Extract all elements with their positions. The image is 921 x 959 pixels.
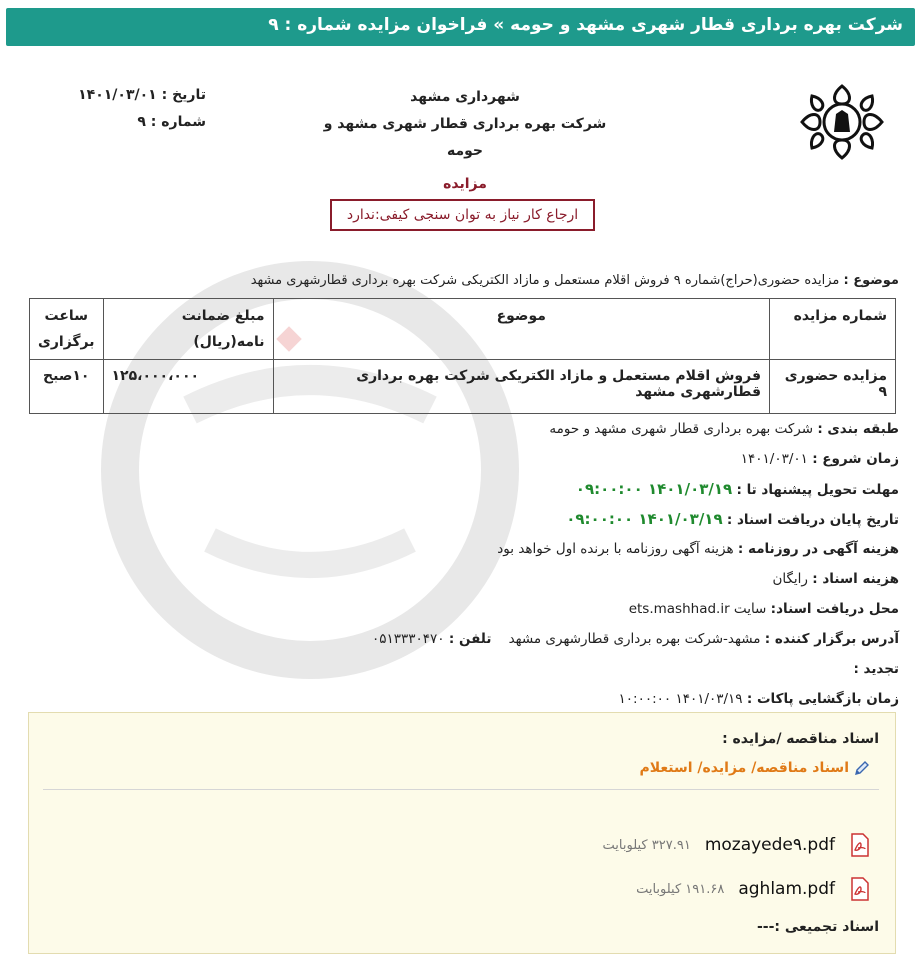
- doc-cost-label: هزینه اسناد :: [812, 571, 899, 587]
- divider: [43, 789, 879, 790]
- category-value: شرکت بهره برداری قطار شهری مشهد و حومه: [549, 421, 814, 437]
- auction-table: [29, 298, 896, 414]
- org-name-line2: شرکت بهره برداری قطار شهری مشهد و حومه: [323, 116, 607, 159]
- subject-value: مزایده حضوری(حراج)شماره ۹ فروش اقلام مستعمل و مازاد الکتریکی شرکت بهره برداری قطارشهری مشهد: [250, 273, 840, 288]
- table-header-row: [30, 299, 896, 360]
- pdf-file-icon: [849, 877, 871, 901]
- field-category: [79, 418, 899, 448]
- field-receive: [79, 598, 899, 628]
- field-renewal: [79, 658, 899, 688]
- field-address: [79, 628, 899, 658]
- page-title: شرکت بهره برداری قطار شهری مشهد و حومه » فراخوان مزایده شماره : ۹: [268, 15, 903, 35]
- documents-link-label[interactable]: اسناد مناقصه/ مزایده/ استعلام: [639, 760, 849, 776]
- field-docs-end: [79, 508, 899, 538]
- header-subject: موضوع: [273, 299, 769, 360]
- subject-line: [199, 273, 899, 288]
- cell-amount: ۱۲۵،۰۰۰،۰۰۰: [103, 360, 273, 414]
- qualification-box: ارجاع کار نیاز به توان سنجی کیفی:ندارد: [330, 199, 595, 231]
- start-label: زمان شروع :: [812, 451, 899, 467]
- receive-value: سایت ets.mashhad.ir: [628, 601, 767, 617]
- documents-panel: [28, 712, 896, 954]
- aggregate-documents: اسناد تجمیعی :---: [756, 919, 879, 935]
- doc-cost-value: رایگان: [772, 571, 808, 587]
- file-item[interactable]: [603, 833, 871, 857]
- renewal-label: تجدید :: [853, 661, 899, 677]
- header-time: ساعت برگزاری: [30, 299, 104, 360]
- docs-end-value: ۱۴۰۱/۰۳/۱۹ ۰۹:۰۰:۰۰: [566, 510, 723, 528]
- ad-cost-label: هزینه آگهی در روزنامه :: [737, 541, 899, 557]
- auction-details: [79, 418, 899, 718]
- field-doc-cost: [79, 568, 899, 598]
- cell-subject: فروش اقلام مستعمل و مازاد الکتریکی شرکت بهره برداری قطارشهری مشهد: [273, 360, 769, 414]
- header-amount: مبلغ ضمانت نامه(ریال): [103, 299, 273, 360]
- field-start: [79, 448, 899, 478]
- subject-label: موضوع :: [843, 273, 899, 288]
- field-ad-cost: [79, 538, 899, 568]
- letter-meta: [36, 82, 206, 136]
- table-row: [30, 360, 896, 414]
- file-name[interactable]: aghlam.pdf: [738, 879, 835, 899]
- organization-header: [320, 84, 610, 165]
- file-name[interactable]: mozayede۹.pdf: [704, 835, 835, 855]
- docs-end-label: تاریخ پایان دریافت اسناد :: [726, 512, 899, 528]
- letter-date: تاریخ : ۱۴۰۱/۰۳/۰۱: [78, 87, 206, 103]
- documents-title: اسناد مناقصه /مزایده :: [722, 731, 879, 747]
- address-value: مشهد-شرکت بهره برداری قطارشهری مشهد: [508, 631, 761, 647]
- ad-cost-value: هزینه آگهی روزنامه با برنده اول خواهد بود: [497, 541, 734, 557]
- header-number: شماره مزایده: [770, 299, 896, 360]
- file-size: ۳۲۷.۹۱ کیلوبایت: [602, 837, 691, 853]
- cell-time: ۱۰صبح: [30, 360, 104, 414]
- org-name-line1: شهرداری مشهد: [410, 89, 520, 105]
- cell-number: مزایده حضوری ۹: [770, 360, 896, 414]
- page-title-bar: [6, 8, 915, 46]
- deadline-value: ۱۴۰۱/۰۳/۱۹ ۰۹:۰۰:۰۰: [575, 480, 733, 498]
- phone-label: تلفن :: [448, 631, 492, 647]
- pencil-icon: [853, 759, 871, 777]
- start-value: ۱۴۰۱/۰۳/۰۱: [740, 451, 808, 467]
- phone-value: ۰۵۱۳۳۳۰۴۷۰: [372, 631, 445, 647]
- field-deadline: [79, 478, 899, 508]
- category-label: طبقه بندی :: [817, 421, 899, 437]
- letter-number: شماره : ۹: [137, 114, 206, 130]
- file-item[interactable]: [636, 877, 871, 901]
- pdf-file-icon: [849, 833, 871, 857]
- receive-label: محل دریافت اسناد:: [770, 601, 899, 617]
- address-label: آدرس برگزار کننده :: [764, 631, 899, 647]
- mashhad-municipality-logo: [796, 82, 888, 162]
- deadline-label: مهلت تحویل پیشنهاد تا :: [736, 482, 899, 498]
- opening-value: ۱۴۰۱/۰۳/۱۹ ۱۰:۰۰:۰۰: [618, 691, 743, 707]
- section-label: مزایده: [443, 176, 487, 192]
- documents-link[interactable]: [639, 759, 871, 777]
- file-size: ۱۹۱.۶۸ کیلوبایت: [636, 881, 725, 897]
- opening-label: زمان بازگشایی پاکات :: [746, 691, 899, 707]
